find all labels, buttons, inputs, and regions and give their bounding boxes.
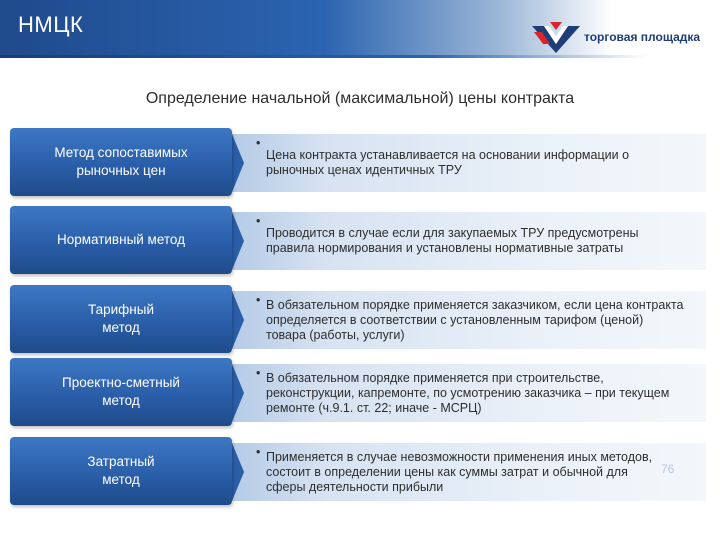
bullet: •: [256, 366, 261, 380]
method-name-box: [10, 206, 232, 274]
method-name: Затратный метод: [87, 454, 155, 487]
method-name: Нормативный метод: [56, 232, 186, 247]
method-row-cost: [10, 437, 710, 507]
method-description-text: В обязательном порядке применяется при строительстве, реконструкции, капремонте, по усмотрению заказчика – при текущем ремонте (ч.9.1. ст. 22; иначе - МСРЦ): [266, 370, 670, 415]
connector-arrow: [232, 364, 244, 422]
method-name-box: [10, 128, 232, 196]
connector-arrow: [232, 443, 244, 501]
method-description-text: Применяется в случае невозможности применения иных методов, состоит в определении цены как суммы затрат и обычной для сферы деятельности прибыли: [266, 449, 653, 494]
method-description-text: Проводится в случае если для закупаемых ТРУ предусмотрены правила нормирования и установлены нормативные затраты: [266, 226, 639, 255]
page-number: 76: [661, 462, 675, 476]
connector-arrow: [232, 212, 244, 270]
bullet: •: [256, 214, 261, 228]
method-description: [232, 364, 706, 422]
method-row-tariff: [10, 285, 710, 355]
page-title: НМЦК: [18, 12, 84, 37]
connector-arrow: [232, 134, 244, 192]
method-name: Метод сопоставимых рыночных цен: [54, 145, 188, 178]
method-row-normative: [10, 206, 710, 276]
method-row-project-estimate: [10, 358, 710, 428]
method-description-text: В обязательном порядке применяется заказчиком, если цена контракта определяется в соответствии с установленным тарифом (ценой) товара (работы, услуги): [266, 297, 684, 342]
slide-heading: Определение начальной (максимальной) цены контракта: [145, 90, 575, 107]
bullet: •: [256, 445, 261, 459]
method-description-text: Цена контракта устанавливается на основании информации о рыночных ценах идентичных ТРУ: [266, 148, 630, 177]
method-name-box: [10, 437, 232, 505]
bullet: •: [256, 136, 261, 150]
connector-arrow: [232, 291, 244, 349]
method-name: Тарифный метод: [87, 302, 154, 335]
logo-text: торговая площадка: [584, 30, 701, 44]
method-name-box: [10, 285, 232, 353]
method-description: [232, 212, 706, 270]
method-name-box: [10, 358, 232, 426]
method-description: [232, 443, 706, 501]
bullet: •: [256, 293, 261, 307]
method-row-comparable-prices: [10, 128, 710, 198]
method-description: [232, 134, 706, 192]
method-description: [232, 291, 706, 349]
method-name: Проектно-сметный метод: [62, 375, 180, 408]
